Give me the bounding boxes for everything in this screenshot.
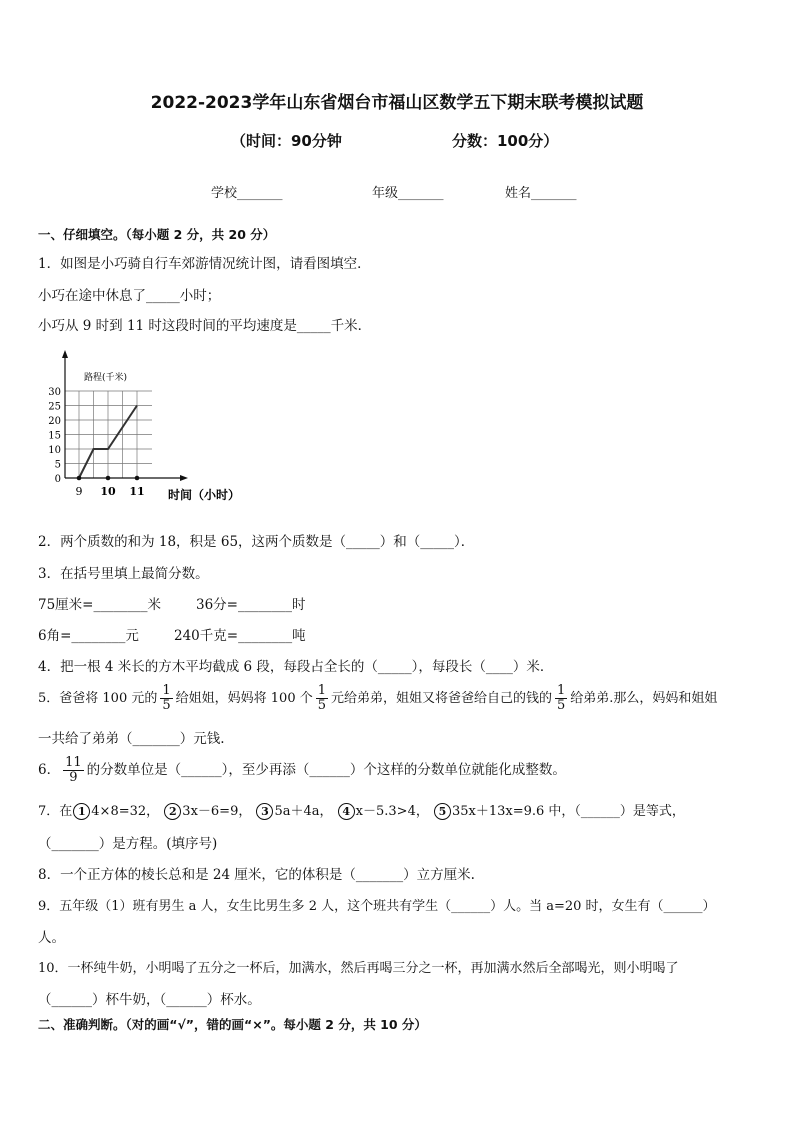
q5-line2: 一共给了弟弟（_______）元钱.: [38, 731, 225, 747]
q7-line1: 7．在 1 4×8=32， 2 3x－6=9， 3 5a＋4a， 4 x－5.3>4， 5 35x＋13x=9.6 中，（______）是等式，: [38, 804, 685, 819]
grade-field: 年级_______: [372, 186, 444, 201]
q7-circle-2: 2: [164, 803, 181, 820]
q4-text: 4．把一根 4 米长的方木平均截成 6 段，每段占全长的（_____），每段长（____）米．: [38, 659, 554, 675]
q3-b: 36分=________时: [196, 597, 306, 613]
x-tick-label: 10: [100, 485, 116, 498]
y-tick-label: 5: [54, 459, 61, 471]
q3-d: 240千克=________吨: [174, 628, 306, 644]
q1-line3: 小巧从 9 时到 11 时这段时间的平均速度是_____千米．: [38, 318, 372, 334]
q9-line2: 人。: [38, 930, 65, 946]
x-tick-label: 11: [129, 485, 145, 498]
q3-a: 75厘米=________米: [38, 597, 161, 613]
section-1-heading: 一、仔细填空。（每小题 2 分，共 20 分）: [38, 227, 276, 242]
q8-text: 8．一个正方体的棱长总和是 24 厘米，它的体积是（_______）立方厘米.: [38, 867, 475, 883]
chart-grid: [65, 391, 152, 478]
q5-part1: 5．爸爸将 100 元的: [38, 691, 158, 706]
q5-part3: 元给弟弟，姐姐又将爸爸给自己的钱的: [331, 691, 553, 706]
x-tick-label: 9: [75, 485, 83, 498]
x-tick-dot: [106, 476, 111, 481]
q5-fraction-1: $\frac{1}{5}$: [162, 683, 171, 713]
y-tick-label: 25: [48, 401, 61, 413]
q7-circle-1: 1: [73, 803, 90, 820]
q7-line2: （_______）是方程。(填序号): [38, 836, 218, 852]
section-2-heading: 二、准确判断。（对的画“√”，错的画“×”。每小题 2 分，共 10 分）: [38, 1017, 427, 1032]
q3-line1: 3．在括号里填上最简分数。: [38, 566, 209, 582]
q1-line2: 小巧在途中休息了_____小时；: [38, 288, 221, 304]
y-axis-arrow: [62, 350, 68, 358]
y-tick-label: 15: [48, 430, 61, 442]
q9-line1: 9．五年级（1）班有男生 a 人，女生比男生多 2 人，这个班共有学生（______）人。当 a=20 时，女生有（______）: [38, 899, 716, 914]
q7-circle-5: 5: [434, 803, 451, 820]
q2-text: 2．两个质数的和为 18，积是 65，这两个质数是（_____）和（_____）．: [38, 534, 475, 550]
q5-fraction-2: $\frac{1}{5}$: [317, 683, 326, 713]
q10-line2: （______）杯牛奶，（______）杯水。: [38, 992, 261, 1008]
x-tick-dot: [77, 476, 82, 481]
q6-fraction: $\frac{11}{9}$: [65, 755, 82, 785]
q1-line1: 1．如图是小巧骑自行车郊游情况统计图，请看图填空．: [38, 256, 371, 272]
name-field: 姓名_______: [505, 186, 577, 201]
x-axis-label: 时间（小时）: [168, 488, 241, 502]
q5-line1: [38, 684, 717, 713]
q7-circle-4: 4: [338, 803, 355, 820]
y-tick-label: 0: [54, 474, 61, 485]
page-title: 2022-2023学年山东省烟台市福山区数学五下期末联考模拟试题: [150, 93, 644, 113]
x-axis-arrow: [180, 475, 188, 481]
q3-c: 6角=________元: [38, 628, 139, 644]
exam-time: （时间：90分钟: [231, 132, 342, 150]
y-tick-label: 30: [48, 387, 61, 398]
exam-score: 分数：100分）: [452, 132, 559, 150]
q7-circle-3: 3: [256, 803, 273, 820]
y-tick-label: 20: [48, 416, 61, 427]
q6-line: [38, 756, 566, 785]
q6-part1: 6．: [38, 762, 61, 778]
y-tick-label: 10: [48, 445, 61, 456]
q10-line1: 10．一杯纯牛奶，小明喝了五分之一杯后，加满水，然后再喝三分之一杯，再加满水然后全部喝光，则小明喝了: [38, 961, 679, 976]
q5-part4: 给弟弟.那么，妈妈和姐姐: [570, 691, 718, 706]
q5-fraction-3: $\frac{1}{5}$: [557, 683, 566, 713]
y-axis-label: 路程(千米): [84, 373, 128, 383]
x-tick-dot: [135, 476, 140, 481]
school-field: 学校_______: [211, 186, 283, 201]
travel-chart: [36, 348, 266, 506]
q5-part2: 给姐姐，妈妈将 100 个: [175, 691, 313, 706]
q6-part2: 的分数单位是（______），至少再添（______）个这样的分数单位就能化成整数。: [86, 762, 566, 778]
